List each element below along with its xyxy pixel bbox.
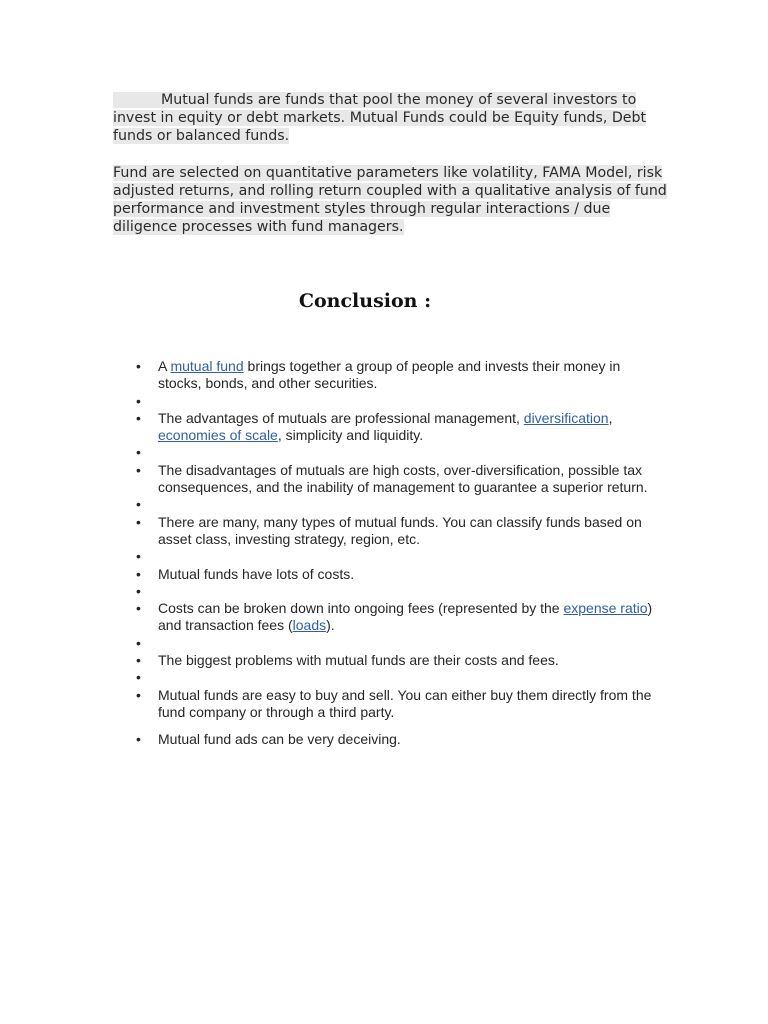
loads-link[interactable]: loads [292,617,327,634]
list-item: • Mutual fund ads can be very deceiving. [136,731,401,748]
empty-list-item [133,669,653,686]
list-item: • The biggest problems with mutual funds are their costs and fees. [136,652,559,669]
intro-paragraph-2 [113,164,673,237]
bullet-icon: • [136,496,141,513]
bullet-icon: • [136,669,141,686]
list-item: • The advantages of mutuals are professional management, diversification, economies of scale, simplicity and liquidity. [136,409,613,444]
empty-list-item [133,444,653,461]
expense-ratio-link[interactable]: expense ratio [563,600,648,617]
bullet-icon: • [136,582,141,599]
bullet-icon: • [136,513,141,530]
bullet-icon: • [136,600,141,617]
bullet-icon: • [136,461,141,478]
list-item: • There are many, many types of mutual funds. You can classify funds based on asset class, investing strategy, region, etc. [136,513,642,547]
conclusion-list [133,358,653,749]
bullet-icon: • [136,565,141,582]
bullet-icon: • [136,444,141,461]
bullet-icon: • [136,409,141,426]
empty-list-item [133,583,653,600]
conclusion-heading: Conclusion : [298,290,432,312]
empty-list-item [133,548,653,565]
intro-section [113,91,673,236]
bullet-icon: • [136,392,141,409]
intro-paragraph-2-text: Fund are selected on quantitative parameters like volatility, FAMA Model, risk adjusted returns, and rolling return coupled with a qualitative analysis of fund performance and investment styles through regular interactions / due diligence processes with fund managers. [113,164,667,236]
bullet-icon: • [136,634,141,651]
diversification-link[interactable]: diversification [523,409,609,426]
mutual-fund-link[interactable]: mutual fund [170,358,244,374]
bullet-icon: • [136,548,141,565]
bullet-icon: • [136,731,141,748]
empty-list-item [133,635,653,652]
list-item: • Costs can be broken down into ongoing fees (represented by the expense ratio) and transaction fees (loads). [136,600,653,634]
bullet-icon: • [136,358,141,374]
intro-paragraph-1-text: Mutual funds are funds that pool the money of several investors to invest in equity or debt markets. Mutual Funds could be Equity funds, Debt funds or balanced funds. [113,92,647,145]
intro-paragraph-1 [113,91,673,146]
list-item: • Mutual funds are easy to buy and sell. You can either buy them directly from the fund company or through a third party. [136,686,652,720]
list-item: • Mutual funds have lots of costs. [136,565,355,582]
bullet-icon: • [136,652,141,669]
empty-list-item [133,393,653,410]
empty-list-item [133,496,653,513]
list-item: • A mutual fund brings together a group of people and invests their money in stocks, bonds, and other securities. [136,358,621,392]
bullet-icon: • [136,686,141,703]
list-item: • The disadvantages of mutuals are high costs, over-diversification, possible tax consequences, and the inability of management to guarantee a superior return. [136,461,648,496]
economies-of-scale-link[interactable]: economies of scale [158,427,278,444]
